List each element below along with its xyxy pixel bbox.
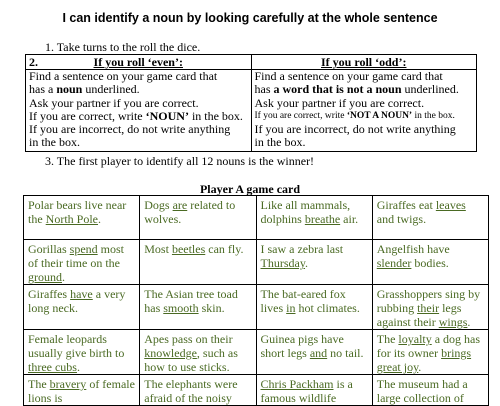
rules-even-column: 2. If you roll ‘even’: Find a sentence on your game card that has a noun underlined. Ask your partner if you are correct. If you are correct, write ‘NOUN’ in the box. If you are incorrect, do not write anything in the box. — [26, 55, 251, 151]
game-card-cell[interactable]: The museum had a large collection of — [372, 375, 488, 406]
page-title: I can identify a noun by looking carefully at the whole sentence — [62, 11, 438, 25]
rules-odd-column: If you roll ‘odd’: Find a sentence on your game card that has a word that is not a noun underlined. Ask your partner if you are correct. If you are correct, write ‘NOT A NOUN’ in the box. If you are incorrect, do not write anything in the box. — [251, 55, 477, 151]
game-card-cell[interactable]: Gorillas spend most of their time on the ground. — [24, 240, 140, 285]
game-card-cell[interactable]: Chris Packham is a famous wildlife — [256, 375, 372, 406]
instruction-step-3: 3. The first player to identify all 12 nouns is the winner! — [45, 154, 315, 168]
game-card-cell[interactable]: Polar bears live near the North Pole. — [24, 196, 140, 240]
rules-even-heading: 2. If you roll ‘even’: — [29, 55, 183, 69]
rules-table — [25, 54, 477, 152]
game-card-cell[interactable]: Like all mammals, dolphins breathe air. — [256, 196, 372, 240]
game-card-cell[interactable]: The loyalty a dog has for its owner brings great joy. — [372, 330, 488, 375]
game-card-cell[interactable]: Giraffes have a very long neck. — [24, 285, 140, 330]
game-card-cell[interactable]: Dogs are related to wolves. — [140, 196, 256, 240]
game-card-cell[interactable]: Angelfish have slender bodies. — [372, 240, 488, 285]
game-card-cell[interactable]: Guinea pigs have short legs and no tail. — [256, 330, 372, 375]
game-card-cell[interactable]: The elephants were afraid of the noisy — [140, 375, 256, 406]
rules-odd-heading: If you roll ‘odd’: — [321, 55, 407, 69]
game-card-cell[interactable]: Grasshoppers sing by rubbing their legs against their wings. — [372, 285, 488, 330]
game-card-cell[interactable]: I saw a zebra last Thursday. — [256, 240, 372, 285]
game-card-cell[interactable]: The Asian tree toad has smooth skin. — [140, 285, 256, 330]
game-card-cell[interactable]: Giraffes eat leaves and twigs. — [372, 196, 488, 240]
game-card-cell[interactable]: Female leopards usually give birth to three cubs. — [24, 330, 140, 375]
game-card-cell[interactable]: Most beetles can fly. — [140, 240, 256, 285]
game-card-grid — [23, 195, 489, 406]
game-card-title: Player A game card — [199, 182, 301, 196]
game-card-cell[interactable]: The bat-eared fox lives in hot climates. — [256, 285, 372, 330]
game-card-cell[interactable]: Apes pass on their knowledge, such as how to use sticks. — [140, 330, 256, 375]
instruction-step-1: 1. Take turns to the roll the dice. — [45, 40, 201, 54]
game-card-cell[interactable]: The bravery of female lions is — [24, 375, 140, 406]
